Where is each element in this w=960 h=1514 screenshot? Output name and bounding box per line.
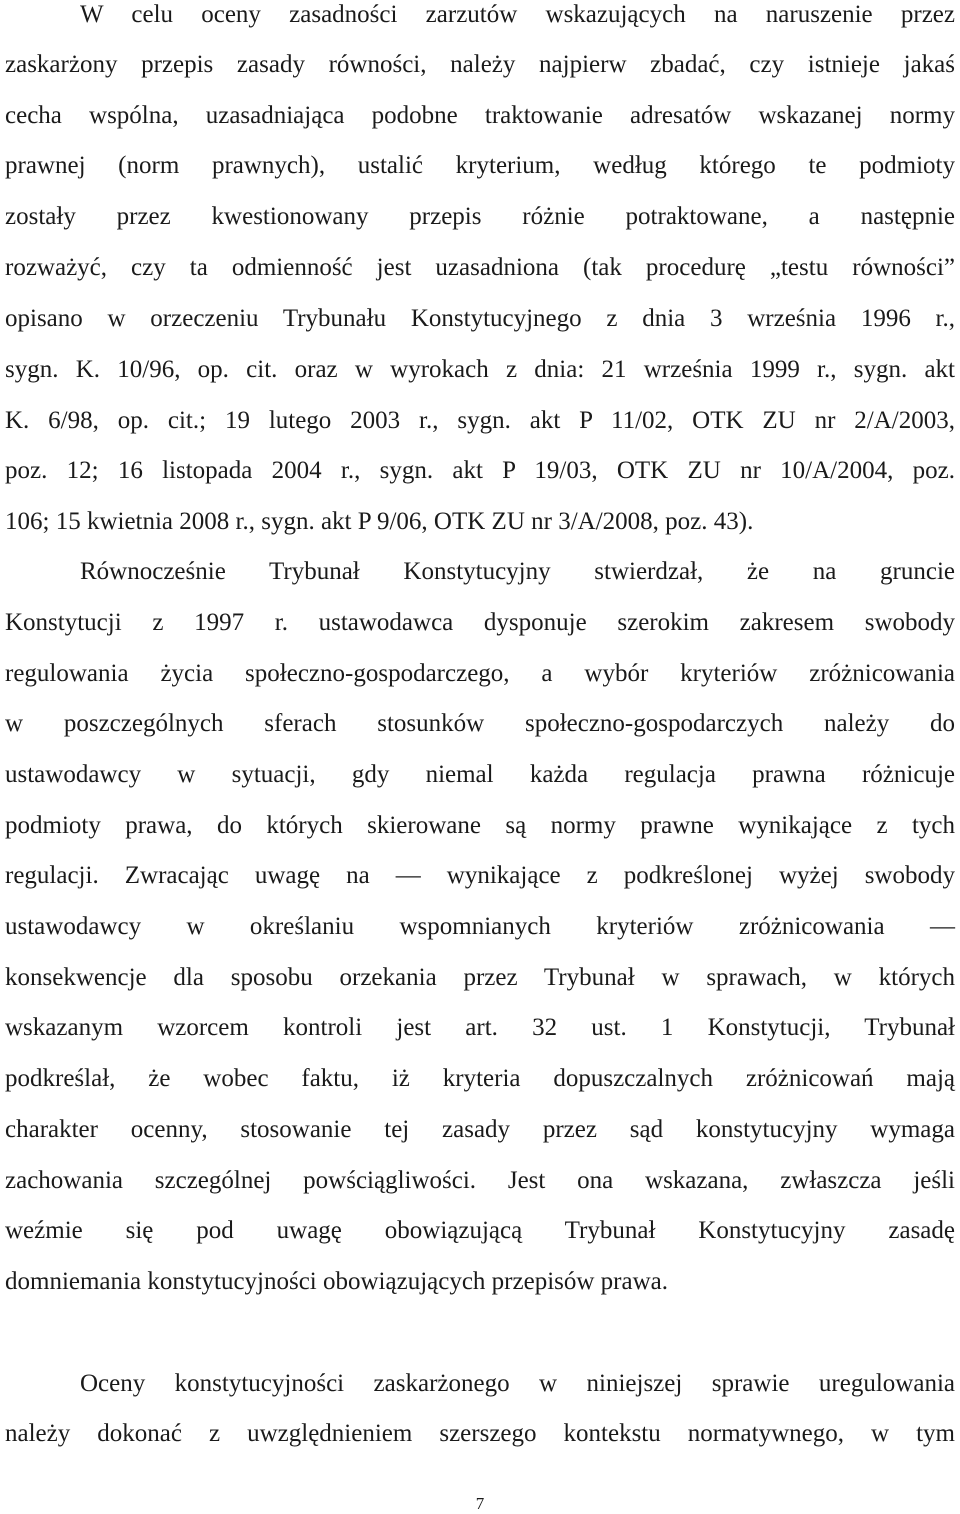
- text-line: Równocześnie Trybunał Konstytucyjny stwierdzał, że na gruncie: [80, 558, 955, 585]
- text-line: zachowania szczególnej powściągliwości. Jest ona wskazana, zwłaszcza jeśli: [5, 1167, 955, 1194]
- text-line: zostały przez kwestionowany przepis różnie potraktowane, a następnie: [5, 203, 955, 230]
- text-line: podmioty prawa, do których skierowane są normy prawne wynikające z tych: [5, 812, 955, 839]
- text-line: ustawodawcy w określaniu wspomnianych kryteriów zróżnicowania —: [5, 913, 955, 940]
- text-line: charakter ocenny, stosowanie tej zasady przez sąd konstytucyjny wymaga: [5, 1116, 955, 1143]
- text-line: ustawodawcy w sytuacji, gdy niemal każda regulacja prawna różnicuje: [5, 761, 955, 788]
- text-line: Konstytucji z 1997 r. ustawodawca dysponuje szerokim zakresem swobody: [5, 609, 955, 636]
- text-line: weźmie się pod uwagę obowiązującą Trybunał Konstytucyjny zasadę: [5, 1217, 955, 1244]
- text-line: w poszczególnych sferach stosunków społeczno-gospodarczych należy do: [5, 710, 955, 737]
- text-line: sygn. K. 10/96, op. cit. oraz w wyrokach z dnia: 21 września 1999 r., sygn. akt: [5, 356, 955, 383]
- text-line: cecha wspólna, uzasadniająca podobne traktowanie adresatów wskazanej normy: [5, 102, 955, 129]
- text-line: wskazanym wzorcem kontroli jest art. 32 ust. 1 Konstytucji, Trybunał: [5, 1014, 955, 1041]
- text-line: podkreślał, że wobec faktu, iż kryteria dopuszczalnych zróżnicowań mają: [5, 1065, 955, 1092]
- text-line: konsekwencje dla sposobu orzekania przez Trybunał w sprawach, w których: [5, 964, 955, 991]
- text-line: prawnej (norm prawnych), ustalić kryterium, według którego te podmioty: [5, 152, 955, 179]
- text-line: opisano w orzeczeniu Trybunału Konstytucyjnego z dnia 3 września 1996 r.,: [5, 305, 955, 332]
- page-number: 7: [475, 1494, 485, 1513]
- text-line: regulacji. Zwracając uwagę na — wynikające z podkreślonej wyżej swobody: [5, 862, 955, 889]
- text-line: W celu oceny zasadności zarzutów wskazujących na naruszenie przez: [80, 1, 955, 28]
- text-line: domniemania konstytucyjności obowiązujących przepisów prawa.: [5, 1268, 669, 1295]
- text-line: K. 6/98, op. cit.; 19 lutego 2003 r., sygn. akt P 11/02, OTK ZU nr 2/A/2003,: [5, 407, 955, 434]
- text-line: poz. 12; 16 listopada 2004 r., sygn. akt P 19/03, OTK ZU nr 10/A/2004, poz.: [5, 457, 955, 484]
- text-line: należy dokonać z uwzględnieniem szerszego kontekstu normatywnego, w tym: [5, 1420, 955, 1447]
- text-line: Oceny konstytucyjności zaskarżonego w niniejszej sprawie uregulowania: [80, 1370, 955, 1397]
- text-line: zaskarżony przepis zasady równości, należy najpierw zbadać, czy istnieje jakaś: [5, 51, 955, 78]
- text-line: rozważyć, czy ta odmienność jest uzasadniona (tak procedurę „testu równości”: [5, 254, 955, 281]
- text-line: 106; 15 kwietnia 2008 r., sygn. akt P 9/06, OTK ZU nr 3/A/2008, poz. 43).: [5, 508, 754, 535]
- text-line: regulowania życia społeczno-gospodarczego, a wybór kryteriów zróżnicowania: [5, 660, 955, 687]
